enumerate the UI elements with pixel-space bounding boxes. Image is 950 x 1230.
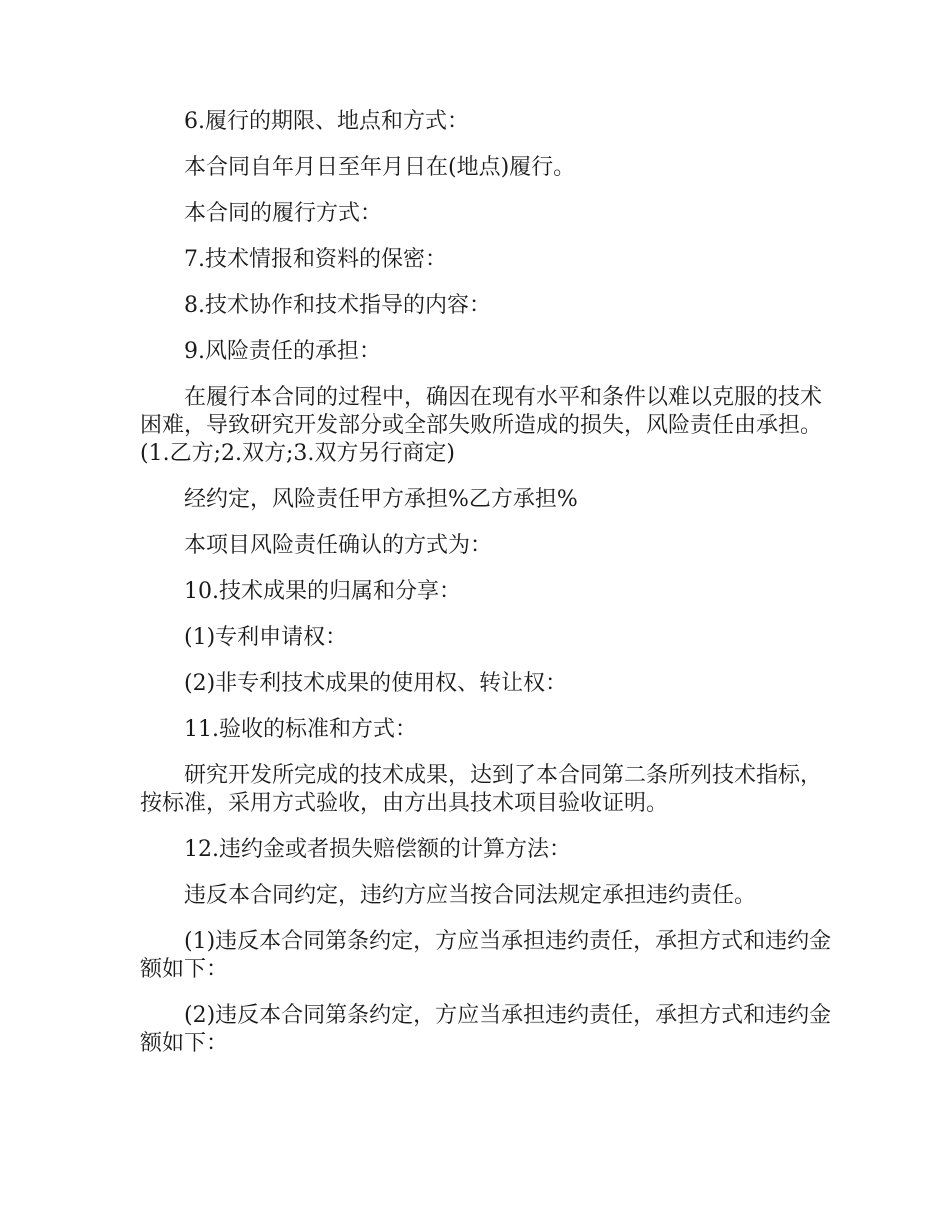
breach-item-1: (1)违反本合同第条约定，方应当承担违约责任，承担方式和违约金额如下： bbox=[140, 929, 832, 982]
clause-11-heading: 11.验收的标准和方式： bbox=[184, 717, 417, 742]
risk-share-text: 经约定，风险责任甲方承担%乙方承担% bbox=[184, 487, 578, 512]
non-patent-right-item: (2)非专利技术成果的使用权、转让权： bbox=[184, 671, 568, 696]
clause-12-heading: 12.违约金或者损失赔偿额的计算方法： bbox=[184, 837, 571, 862]
clause-7-heading: 7.技术情报和资料的保密： bbox=[184, 247, 447, 272]
clause-9-heading: 9.风险责任的承担： bbox=[184, 339, 381, 364]
clause-8-heading: 8.技术协作和技术指导的内容： bbox=[184, 293, 491, 318]
risk-responsibility-text: 在履行本合同的过程中，确因在现有水平和条件以难以克服的技术困难，导致研究开发部分或全部失败所造成的损失，风险责任由承担。(1.乙方;2.双方;3.双方另行商定) bbox=[140, 385, 823, 466]
breach-item-2: (2)违反本合同第条约定，方应当承担违约责任，承担方式和违约金额如下： bbox=[140, 1003, 832, 1056]
performance-method-text: 本合同的履行方式： bbox=[184, 201, 383, 226]
patent-right-item: (1)专利申请权： bbox=[184, 625, 348, 650]
clause-6-heading: 6.履行的期限、地点和方式： bbox=[184, 109, 469, 134]
clause-10-heading: 10.技术成果的归属和分享： bbox=[184, 579, 461, 604]
performance-period-text: 本合同自年月日至年月日在(地点)履行。 bbox=[184, 155, 576, 180]
acceptance-text: 研究开发所完成的技术成果，达到了本合同第二条所列技术指标，按标准，采用方式验收，由方出具技术项目验收证明。 bbox=[140, 763, 823, 816]
risk-confirmation-text: 本项目风险责任确认的方式为： bbox=[184, 533, 493, 558]
breach-liability-text: 违反本合同约定，违约方应当按合同法规定承担违约责任。 bbox=[184, 883, 757, 908]
document-body bbox=[140, 108, 840, 1076]
